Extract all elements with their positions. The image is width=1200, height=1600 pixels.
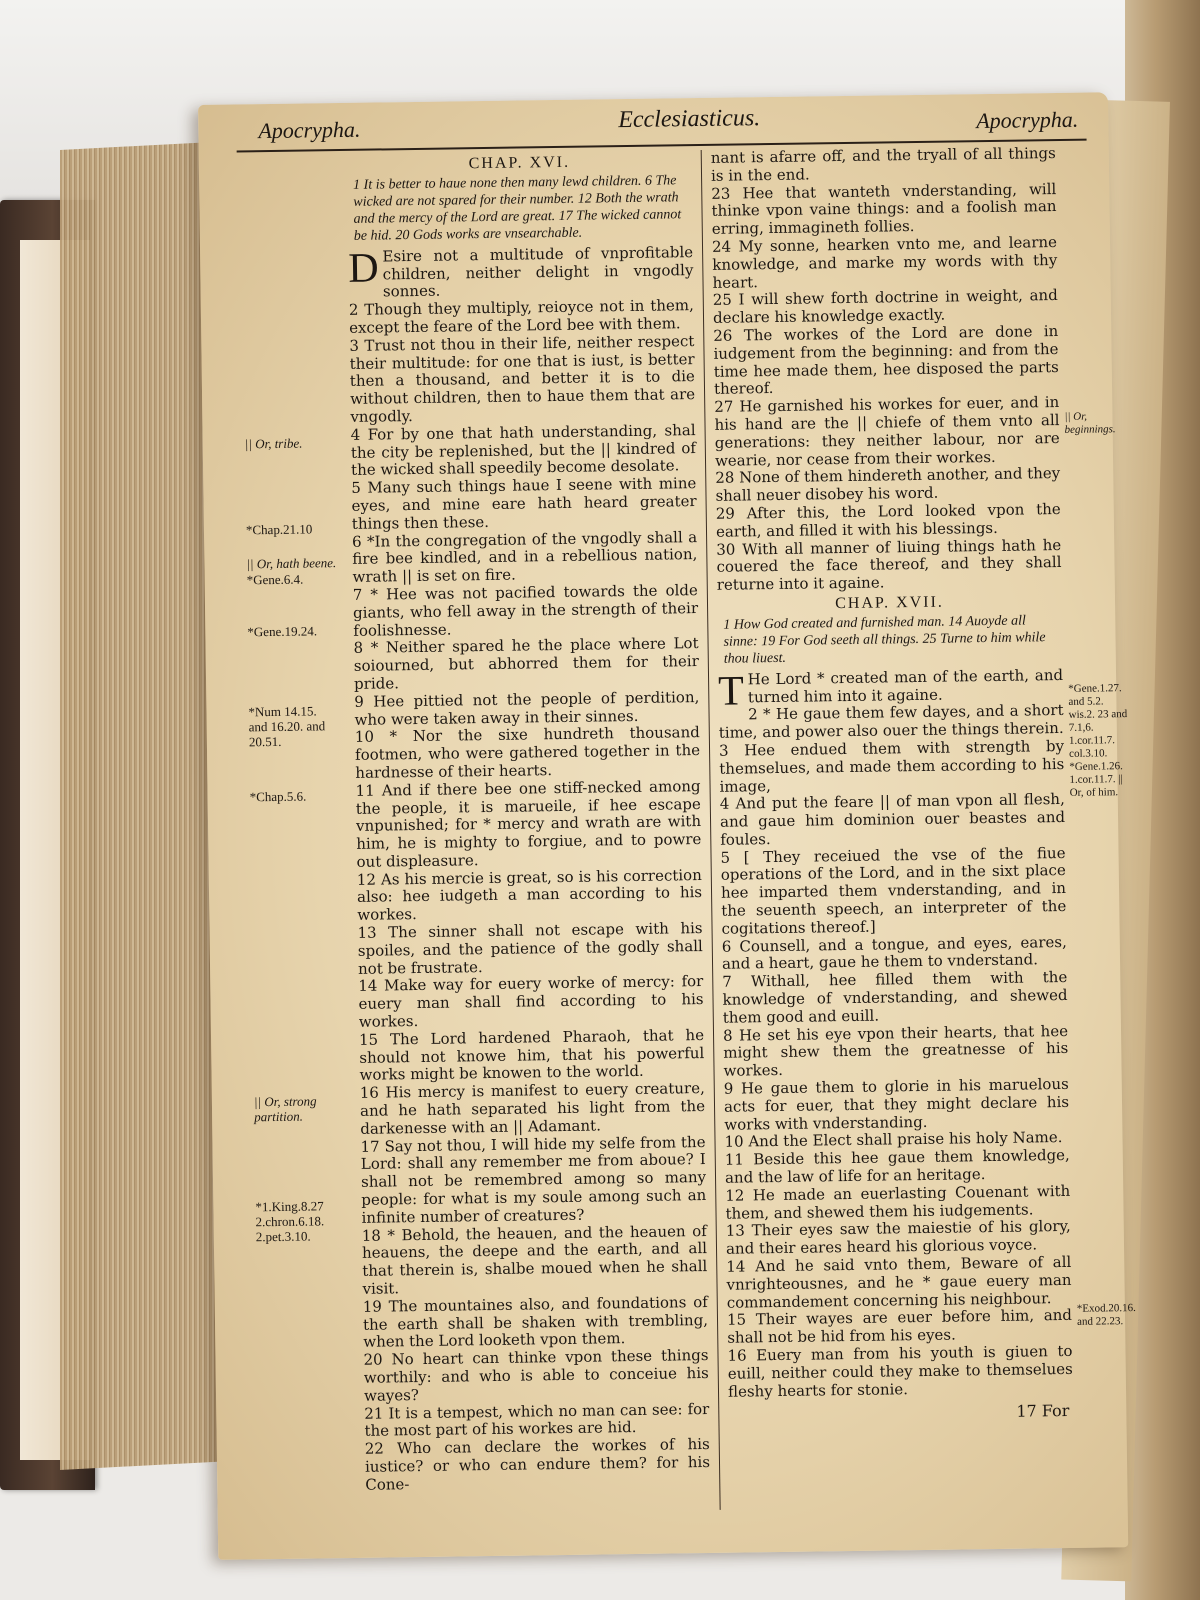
verse: 10 * Nor the sixe hundreth thousand footmen, who were gathered together in the hardnesse of their hearts. (354, 723, 701, 782)
book-page (198, 92, 1136, 1560)
verse: 24 My sonne, hearken vnto me, and learne knowledge, and marke my words with thy heart. (711, 233, 1058, 292)
verse: 16 Euery man from his youth is giuen to euill, neither could they make to themselues fleshy hearts for stonie. (727, 1341, 1073, 1401)
verse: nant is afarre off, and the tryall of all things is in the end. (710, 144, 1056, 185)
verse: 14 And he said vnto them, Beware of all vnrighteousnes, and he * gaue euery man commandement concerning his neighbour. (726, 1252, 1072, 1312)
verse: 2 Though they multiply, reioyce not in them, except the feare of the Lord bee with them. (348, 296, 694, 337)
drop-cap: T (717, 668, 745, 715)
running-head-left: Apocrypha. (258, 116, 361, 144)
verse: 27 He garnished his workes for euer, and in his hand are the || chiefe of them vnto all generations: they neither labour, nor are wearie, nor cease from their workes. (714, 393, 1060, 470)
verse: 2 * He gaue them few dayes, and a short time, and power also ouer the things therein. (718, 701, 1064, 742)
verse: 5 Many such things haue I seene with mine eyes, and mine eare hath heard greater things then these. (351, 474, 697, 533)
margin-note: *Gene.6.4. (246, 571, 304, 588)
verse: 6 Counsell, and a tongue, and eyes, eares, and a heart, gaue he them to vnderstand. (721, 932, 1067, 974)
margin-note: || Or, strong partition. (253, 1093, 317, 1125)
chapter-heading: CHAP. XVI. (468, 153, 571, 173)
running-head-book-title: Ecclesiasticus. (618, 105, 761, 134)
verse: 3 Hee endued them with strength by themselues, and made them according to his image, (718, 736, 1065, 796)
verse: 30 With all manner of liuing things hath he couered the face thereof, and they shall returne into it againe. (716, 535, 1062, 594)
verse: 17 Say not thou, I will hide my selfe from the Lord: shall any remember me from aboue? I shall not be remembred among so many people: for what is my soule among such an infinite number of creatures? (360, 1132, 707, 1227)
margin-note: *1.King.8.27 2.chron.6.18. 2.pet.3.10. (255, 1198, 325, 1245)
verse: 16 His mercy is manifest to euery creature, and he hath separated his light from the darkenesse with an || Adamant. (359, 1079, 706, 1138)
catchword: 17 For (1016, 1401, 1070, 1422)
margin-note: *Chap.21.10 (245, 521, 313, 538)
right-text-column (711, 145, 1074, 1425)
chapter-heading: CHAP. XVII. (835, 593, 944, 613)
verse: 22 Who can declare the workes of his iustice? or who can endure them? for his Cone- (364, 1435, 711, 1494)
verse: 23 Hee that wanteth vnderstanding, will thinke vpon vaine things: and a foolish man erring, immagineth follies. (711, 179, 1057, 239)
margin-note: *Chap.5.6. (249, 788, 307, 805)
verse: 9 Hee pittied not the people of perdition, who were taken away in their sinnes. (354, 687, 700, 729)
verse: 20 No heart can thinke vpon these things worthily: and who is able to conceiue his wayes? (363, 1346, 709, 1405)
chapter-summary: 1 It is better to haue none then many lewd children. 6 The wicked are not spared for their number. 12 Both the wrath and the mercy of the Lord are great. 17 The wicked cannot be hid. 20 Gods works are vnsearchable. (353, 173, 682, 244)
verse: 8 * Neither spared he the place where Lot soiourned, but abhorred them for their pride. (353, 634, 699, 693)
margin-note: *Gene.1.27. and 5.2. wis.2. 23 and 7.1,6. 1.cor.11.7. col.3.10. *Gene.1.26. 1.cor.11.7. || Or, of him. (1068, 682, 1128, 799)
verse: 9 He gaue them to glorie in his maruelous acts for euer, that they might declare his works with vnderstanding. (723, 1074, 1070, 1134)
margin-note: || Or, beginnings. (1064, 410, 1116, 436)
verse: 29 After this, the Lord looked vpon the earth, and filled it with his blessings. (715, 499, 1061, 541)
verse: 8 He set his eye vpon their hearts, that hee might shew them the greatnesse of his workes. (722, 1021, 1069, 1081)
margin-note: *Num 14.15. and 16.20. and 20.51. (248, 703, 326, 750)
verse: 28 None of them hindereth another, and they shall neuer disobey his word. (715, 464, 1061, 505)
margin-note: *Gene.19.24. (247, 623, 318, 640)
left-text-column (347, 150, 711, 1494)
verse: 25 I will shew forth doctrine in weight, and declare his knowledge exactly. (712, 286, 1058, 328)
verse: 3 Trust not thou in their life, neither respect their multitude: for one that is iust, is better then a thousand, and better it is to die without children, then to haue them that are vngodly. (349, 331, 696, 426)
verse: 10 And the Elect shall praise his holy Name. (724, 1128, 1063, 1152)
verse: 7 Withall, hee filled them with the knowledge of vnderstanding, and shewed them good and euill. (722, 968, 1068, 1027)
verse: 11 And if there bee one stiff-necked among the people, it is marueile, if hee escape vnpunished; for * mercy and wrath are with him, he is mighty to forgiue, and to powre out displeasure. (355, 776, 702, 871)
verse: T He Lord * created man of the earth, and turned him into it againe. (717, 665, 1064, 715)
verse: 12 He made an euerlasting Couenant with them, and shewed them his iudgements. (725, 1181, 1071, 1223)
verse: 12 As his mercie is great, so is his correction also: hee iudgeth a man according to his workes. (356, 865, 703, 925)
verse: 15 Their wayes are euer before him, and shall not be hid from his eyes. (726, 1306, 1073, 1347)
verse: 14 Make way for euery worke of mercy: for euery man shall find according to his workes. (358, 972, 704, 1031)
page-block-edges (60, 142, 220, 1470)
drop-cap: D (347, 245, 379, 292)
verse: 21 It is a tempest, which no man can see: for the most part of his workes are hid. (364, 1399, 710, 1441)
verse: 11 Beside this hee gaue them knowledge, and the law of life for an heritage. (724, 1146, 1070, 1187)
verse: 15 The Lord hardened Pharaoh, that he should not knowe him, that his powerful works might be knowen to the world. (358, 1025, 705, 1085)
verse: 5 [ They receiued the vse of the fiue operations of the Lord, and in the sixt place hee imparted them vnderstanding, and in the seuenth speech, an interpreter of the cogitations thereof.] (720, 843, 1067, 938)
margin-note: || Or, hath beene. (246, 555, 337, 572)
verse: 6 *In the congregation of the vngodly shall a fire bee kindled, and in a rebellious nation, wrath || is set on fire. (351, 527, 698, 587)
margin-note: *Exod.20.16. and 22.23. (1076, 1302, 1136, 1328)
verse: 18 * Behold, the heauen, and the heauen of heauens, the deepe and the earth, and all that therein is, shalbe moued when he shall visit. (361, 1221, 708, 1298)
verse: D Esire not a multitude of vnprofitable children, neither delight in vngodly sonnes. (347, 242, 694, 301)
verse: 13 Their eyes saw the maiestie of his glory, and their eares heard his glorious voyce. (725, 1217, 1071, 1258)
chapter-summary: 1 How God created and furnished man. 14 Auoyde all sinne: 19 For God seeth all things. 25 Turne to him while thou liuest. (723, 613, 1046, 667)
verse: 7 * Hee was not pacified towards the olde giants, who fell away in the strength of their foolishnesse. (352, 581, 699, 640)
verse: 13 The sinner shall not escape with his spoiles, and the patience of the godly shall not be frustrate. (357, 919, 703, 978)
verse: 19 The mountaines also, and foundations of the earth shall be shaken with trembling, when the Lord looketh vpon them. (362, 1292, 709, 1352)
margin-note: || Or, tribe. (244, 435, 303, 452)
verse: 26 The workes of the Lord are done in iudgement from the beginning: and from the time hee made them, hee disposed the parts thereof. (713, 321, 1059, 399)
verse: 4 For by one that hath understanding, shal the city be replenished, but the || kindred of the wicked shall speedily become desolate. (350, 420, 696, 480)
running-head-right: Apocrypha. (976, 106, 1079, 134)
verse: 4 And put the feare || of man vpon all flesh, and gaue him dominion ouer beastes and foules. (719, 790, 1066, 849)
